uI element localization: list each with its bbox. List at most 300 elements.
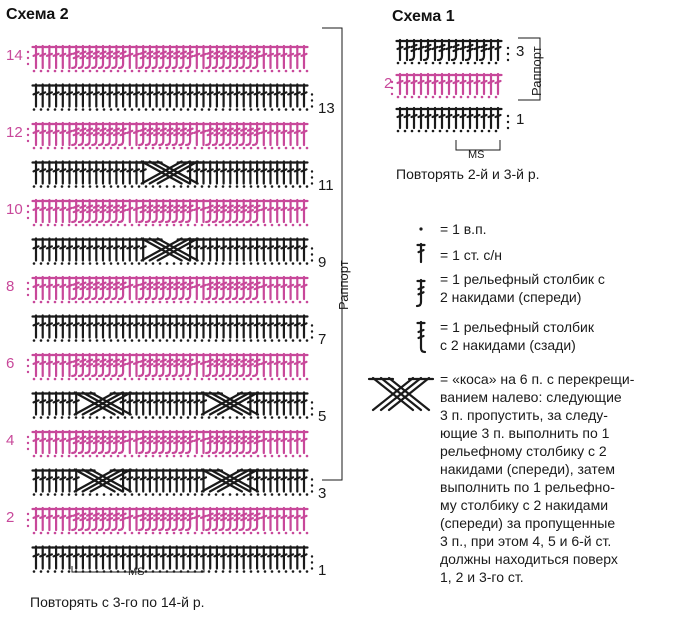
chain-dot-icon	[173, 301, 176, 304]
scheme2-row-number: 9	[318, 253, 327, 271]
double-crochet-icon	[160, 316, 167, 338]
double-crochet-icon	[59, 123, 66, 145]
chain-dot-icon	[278, 301, 281, 304]
double-crochet-icon	[301, 431, 308, 453]
chain-dot-icon	[194, 147, 197, 150]
double-crochet-icon	[33, 123, 40, 145]
double-crochet-icon	[200, 46, 207, 68]
chain-dot-icon	[68, 108, 71, 111]
chain-dot-icon	[96, 532, 99, 535]
chain-dot-icon	[243, 224, 246, 227]
chain-dot-icon	[306, 570, 309, 573]
double-crochet-icon	[173, 470, 180, 492]
chain-dot-icon	[117, 108, 120, 111]
double-crochet-icon	[100, 316, 107, 338]
double-crochet-icon	[287, 393, 294, 415]
front-post-treble-icon	[246, 277, 254, 299]
chain-dot-icon	[271, 147, 274, 150]
chain-dot-icon	[187, 262, 190, 265]
scheme1-row-number: 3	[516, 43, 525, 60]
front-post-treble-icon	[233, 508, 241, 530]
cable-cross-icon	[369, 378, 433, 410]
chain-dot-icon	[145, 416, 148, 419]
chain-dot-icon	[138, 262, 141, 265]
chain-dot-icon	[145, 262, 148, 265]
chain-dot-icon	[138, 532, 141, 535]
chain-dot-icon	[89, 262, 92, 265]
front-post-treble-icon	[166, 431, 174, 453]
chain-dot-icon	[236, 570, 239, 573]
front-post-treble-icon	[226, 277, 234, 299]
front-post-treble-icon	[173, 200, 181, 222]
chain-dot-icon	[159, 70, 162, 73]
row-turn-dot-icon	[311, 324, 313, 326]
chain-dot-icon	[173, 262, 176, 265]
cable-cross-icon	[138, 239, 202, 261]
row-turn-dot-icon	[27, 205, 29, 207]
double-crochet-icon	[120, 162, 127, 184]
double-crochet-icon	[280, 162, 287, 184]
chain-dot-icon	[418, 130, 421, 133]
double-crochet-icon	[59, 354, 66, 376]
chain-dot-icon	[103, 493, 106, 496]
chain-dot-icon	[229, 532, 232, 535]
chain-dot-icon	[236, 493, 239, 496]
double-crochet-icon	[39, 470, 46, 492]
chain-dot-icon	[124, 532, 127, 535]
double-crochet-icon	[260, 200, 267, 222]
row-turn-dot-icon	[311, 93, 313, 95]
chain-dot-icon	[180, 532, 183, 535]
chain-dot-icon	[124, 378, 127, 381]
chain-dot-icon	[306, 147, 309, 150]
double-crochet-icon	[133, 316, 140, 338]
front-post-treble-icon	[179, 354, 187, 376]
chain-dot-icon	[124, 455, 127, 458]
chain-dot-icon	[75, 70, 78, 73]
front-post-treble-icon	[480, 40, 488, 60]
front-post-treble-icon	[119, 123, 127, 145]
double-crochet-icon	[432, 108, 439, 128]
row-turn-dot-icon	[27, 217, 29, 219]
front-post-treble-icon	[112, 277, 120, 299]
double-crochet-icon	[274, 123, 281, 145]
chain-dot-icon	[117, 147, 120, 150]
double-crochet-icon	[280, 393, 287, 415]
chain-dot-icon	[208, 416, 211, 419]
front-post-treble-icon	[173, 46, 181, 68]
chain-dot-icon	[271, 339, 274, 342]
scheme2-row-number: 12	[6, 124, 23, 141]
chain-dot-icon	[285, 301, 288, 304]
double-crochet-icon	[39, 393, 46, 415]
double-crochet-icon	[66, 431, 73, 453]
chain-dot-icon	[152, 378, 155, 381]
double-crochet-icon	[133, 200, 140, 222]
front-post-treble-icon	[226, 431, 234, 453]
chain-dot-icon	[257, 147, 260, 150]
chain-dot-icon	[187, 339, 190, 342]
double-crochet-icon	[66, 123, 73, 145]
double-crochet-icon	[301, 354, 308, 376]
chain-dot-icon	[306, 455, 309, 458]
row-turn-dot-icon	[27, 282, 29, 284]
chain-dot-icon	[194, 224, 197, 227]
chain-dot-icon	[222, 262, 225, 265]
front-post-treble-icon	[92, 354, 100, 376]
double-crochet-icon	[481, 108, 488, 128]
chain-dot-icon	[208, 108, 211, 111]
chain-dot-icon	[54, 70, 57, 73]
scheme2-rapport-label: Раппорт	[336, 260, 351, 310]
chain-dot-icon	[292, 185, 295, 188]
chain-dot-icon	[159, 532, 162, 535]
chain-dot-icon	[89, 301, 92, 304]
chain-dot-icon	[495, 62, 498, 65]
chain-dot-icon	[278, 493, 281, 496]
double-crochet-icon	[53, 46, 60, 68]
chain-dot-icon	[47, 532, 50, 535]
double-crochet-icon	[167, 470, 174, 492]
chain-dot-icon	[145, 108, 148, 111]
double-crochet-icon	[160, 470, 167, 492]
chain-dot-icon	[285, 416, 288, 419]
front-post-treble-icon	[240, 354, 248, 376]
double-crochet-icon	[294, 277, 301, 299]
chain-dot-icon	[40, 224, 43, 227]
double-crochet-icon	[287, 316, 294, 338]
front-post-treble-icon	[213, 277, 221, 299]
double-crochet-icon	[411, 74, 418, 94]
legend-chain-text: = 1 в.п.	[440, 221, 487, 237]
chain-dot-icon	[236, 70, 239, 73]
chain-dot-icon	[152, 416, 155, 419]
front-post-treble-icon	[99, 354, 107, 376]
chain-dot-icon	[75, 224, 78, 227]
double-crochet-icon	[247, 239, 254, 261]
chain-dot-icon	[96, 262, 99, 265]
chain-dot-icon	[201, 185, 204, 188]
double-crochet-icon	[287, 547, 294, 569]
chain-dot-icon	[180, 185, 183, 188]
row-turn-dot-icon	[311, 336, 313, 338]
front-post-treble-icon	[240, 508, 248, 530]
chain-dot-icon	[271, 378, 274, 381]
chain-dot-icon	[61, 108, 64, 111]
chain-dot-icon	[61, 416, 64, 419]
chain-dot-icon	[215, 493, 218, 496]
double-crochet-icon	[267, 162, 274, 184]
cable-cross-icon	[198, 393, 262, 415]
chain-dot-icon	[96, 339, 99, 342]
legend-fptr-text: = 1 рельефный столбик с 2 накидами (спереди)	[440, 271, 605, 305]
chain-dot-icon	[138, 224, 141, 227]
front-post-treble-icon	[86, 46, 94, 68]
row-turn-dot-icon	[27, 519, 29, 521]
chain-dot-icon	[152, 262, 155, 265]
chain-dot-icon	[187, 455, 190, 458]
double-crochet-icon	[280, 470, 287, 492]
double-crochet-icon	[287, 470, 294, 492]
double-crochet-icon	[247, 316, 254, 338]
double-crochet-icon	[106, 85, 113, 107]
chain-dot-icon	[96, 108, 99, 111]
double-crochet-icon	[100, 547, 107, 569]
chain-dot-icon	[173, 147, 176, 150]
front-post-treble-icon	[146, 123, 154, 145]
double-crochet-icon	[66, 354, 73, 376]
chain-dot-icon	[82, 301, 85, 304]
double-crochet-icon	[404, 40, 411, 60]
chain-dot-icon	[243, 147, 246, 150]
front-post-treble-icon	[153, 277, 161, 299]
double-crochet-icon	[59, 239, 66, 261]
double-crochet-icon	[93, 162, 100, 184]
double-crochet-icon	[193, 277, 200, 299]
scheme2-row-number: 8	[6, 278, 15, 295]
chain-dot-icon	[194, 301, 197, 304]
front-post-treble-icon	[253, 431, 261, 453]
chain-dot-icon	[180, 224, 183, 227]
chain-dot-icon	[229, 262, 232, 265]
double-crochet-icon	[106, 316, 113, 338]
chain-dot-icon	[397, 96, 400, 99]
double-crochet-icon	[73, 162, 80, 184]
chain-dot-icon	[166, 224, 169, 227]
row-turn-dot-icon	[27, 442, 29, 444]
chain-dot-icon	[145, 301, 148, 304]
scheme2-row-number: 7	[318, 330, 327, 348]
scheme2-row-number: 10	[6, 201, 23, 218]
chain-dot-icon	[75, 108, 78, 111]
chain-dot-icon	[432, 130, 435, 133]
double-crochet-icon	[267, 46, 274, 68]
chain-dot-icon	[250, 416, 253, 419]
double-crochet-icon	[294, 85, 301, 107]
chain-dot-icon	[194, 493, 197, 496]
double-crochet-icon	[46, 162, 53, 184]
chain-dot-icon	[159, 378, 162, 381]
double-crochet-icon	[200, 85, 207, 107]
front-post-treble-icon	[99, 123, 107, 145]
chain-dot-icon	[194, 185, 197, 188]
chain-dot-icon	[215, 224, 218, 227]
front-post-treble-icon	[166, 508, 174, 530]
front-post-treble-icon	[99, 277, 107, 299]
front-post-treble-icon	[206, 200, 214, 222]
chain-dot-icon	[68, 224, 71, 227]
front-post-treble-icon	[72, 508, 80, 530]
chain-dot-icon	[292, 339, 295, 342]
double-crochet-icon	[180, 470, 187, 492]
front-post-treble-icon	[186, 200, 194, 222]
double-crochet-icon	[187, 85, 194, 107]
chain-dot-icon	[82, 70, 85, 73]
chain-dot-icon	[117, 70, 120, 73]
double-crochet-icon	[247, 162, 254, 184]
chain-dot-icon	[124, 493, 127, 496]
chain-dot-icon	[47, 301, 50, 304]
chain-dot-icon	[54, 455, 57, 458]
double-crochet-icon	[126, 316, 133, 338]
chain-dot-icon	[229, 185, 232, 188]
row-turn-dot-icon	[27, 448, 29, 450]
chain-dot-icon	[285, 262, 288, 265]
front-post-treble-icon	[173, 123, 181, 145]
chain-dot-icon	[124, 224, 127, 227]
chain-dot-icon	[243, 301, 246, 304]
double-crochet-icon	[213, 162, 220, 184]
scheme2-row-number: 13	[318, 99, 335, 117]
double-crochet-icon	[280, 431, 287, 453]
legend-dc-text: = 1 ст. с/н	[440, 247, 503, 263]
front-post-treble-icon	[146, 46, 154, 68]
double-crochet-icon	[294, 200, 301, 222]
chain-dot-icon	[152, 108, 155, 111]
chain-dot-icon	[138, 301, 141, 304]
double-crochet-icon	[260, 316, 267, 338]
front-post-treble-icon	[99, 46, 107, 68]
chain-dot-icon	[110, 70, 113, 73]
double-crochet-icon	[474, 40, 481, 60]
double-crochet-icon	[467, 74, 474, 94]
chain-dot-icon	[96, 224, 99, 227]
chain-dot-icon	[264, 70, 267, 73]
chain-dot-icon	[40, 416, 43, 419]
front-post-treble-icon	[233, 46, 241, 68]
chain-dot-icon	[68, 455, 71, 458]
front-post-treble-icon	[233, 354, 241, 376]
double-crochet-icon	[294, 46, 301, 68]
scheme1-row-number: 2	[384, 75, 393, 92]
chain-dot-icon	[425, 130, 428, 133]
front-post-treble-icon	[213, 200, 221, 222]
double-crochet-icon	[460, 40, 467, 60]
chain-dot-icon	[460, 96, 463, 99]
double-crochet-icon	[126, 162, 133, 184]
double-crochet-icon	[240, 316, 247, 338]
double-crochet-icon	[234, 316, 241, 338]
front-post-treble-icon	[226, 46, 234, 68]
chain-dot-icon	[117, 532, 120, 535]
chain-dot-icon	[257, 108, 260, 111]
double-crochet-icon	[39, 46, 46, 68]
front-post-treble-icon	[99, 508, 107, 530]
chain-dot-icon	[82, 147, 85, 150]
double-crochet-icon	[126, 123, 133, 145]
double-crochet-icon	[260, 393, 267, 415]
front-post-treble-icon	[410, 40, 418, 60]
chain-dot-icon	[40, 455, 43, 458]
double-crochet-icon	[227, 162, 234, 184]
row-turn-dot-icon	[311, 99, 313, 101]
chain-dot-icon	[285, 378, 288, 381]
double-crochet-icon	[66, 470, 73, 492]
chain-dot-icon	[103, 301, 106, 304]
double-crochet-icon	[46, 354, 53, 376]
double-crochet-icon	[33, 162, 40, 184]
chain-dot-icon	[201, 532, 204, 535]
double-crochet-icon	[495, 108, 502, 128]
chain-dot-icon	[89, 70, 92, 73]
front-post-treble-icon	[106, 200, 114, 222]
chain-dot-icon	[138, 108, 141, 111]
double-crochet-icon	[180, 547, 187, 569]
chain-dot-icon	[257, 185, 260, 188]
chain-dot-icon	[243, 532, 246, 535]
front-post-treble-icon	[72, 431, 80, 453]
chain-dot-icon	[243, 339, 246, 342]
double-crochet-icon	[397, 74, 404, 94]
row-turn-dot-icon	[27, 371, 29, 373]
double-crochet-icon	[86, 316, 93, 338]
chain-dot-icon	[138, 147, 141, 150]
chain-dot-icon	[229, 301, 232, 304]
front-post-treble-icon	[112, 354, 120, 376]
double-crochet-icon	[59, 393, 66, 415]
double-crochet-icon	[280, 123, 287, 145]
front-post-treble-icon	[240, 431, 248, 453]
chain-dot-icon	[229, 493, 232, 496]
row-turn-dot-icon	[27, 294, 29, 296]
double-crochet-icon	[213, 547, 220, 569]
chain-dot-icon	[271, 532, 274, 535]
row-turn-dot-icon	[27, 211, 29, 213]
double-crochet-icon	[133, 354, 140, 376]
front-post-treble-icon	[153, 354, 161, 376]
chain-dot-icon	[194, 455, 197, 458]
cable-cross-icon	[198, 470, 262, 492]
double-crochet-icon	[113, 316, 120, 338]
chain-dot-icon	[488, 130, 491, 133]
chain-dot-icon	[201, 147, 204, 150]
chain-dot-icon	[439, 130, 442, 133]
double-crochet-icon	[193, 162, 200, 184]
front-post-treble-icon	[233, 200, 241, 222]
double-crochet-icon	[46, 123, 53, 145]
row-turn-dot-icon	[27, 365, 29, 367]
chain-dot-icon	[257, 301, 260, 304]
row-turn-dot-icon	[311, 490, 313, 492]
chain-dot-icon	[250, 224, 253, 227]
chain-dot-icon	[467, 96, 470, 99]
front-post-treble-icon	[72, 277, 80, 299]
row-turn-dot-icon	[311, 259, 313, 261]
chain-dot-icon	[166, 378, 169, 381]
front-post-treble-icon	[186, 123, 194, 145]
chain-dot-icon	[488, 62, 491, 65]
chain-dot-icon	[194, 108, 197, 111]
double-crochet-icon	[200, 200, 207, 222]
chain-dot-icon	[292, 108, 295, 111]
double-crochet-icon	[488, 40, 495, 60]
front-post-treble-icon	[213, 431, 221, 453]
double-crochet-icon	[200, 162, 207, 184]
chain-dot-icon	[47, 224, 50, 227]
front-post-treble-icon	[139, 277, 147, 299]
chain-dot-icon	[152, 455, 155, 458]
chain-dot-icon	[124, 416, 127, 419]
chain-dot-icon	[418, 62, 421, 65]
double-crochet-icon	[140, 316, 147, 338]
chain-dot-icon	[264, 147, 267, 150]
double-crochet-icon	[126, 85, 133, 107]
chain-dot-icon	[215, 262, 218, 265]
chain-dot-icon	[215, 108, 218, 111]
chain-dot-icon	[54, 301, 57, 304]
chain-dot-icon	[54, 339, 57, 342]
front-post-treble-icon	[92, 200, 100, 222]
